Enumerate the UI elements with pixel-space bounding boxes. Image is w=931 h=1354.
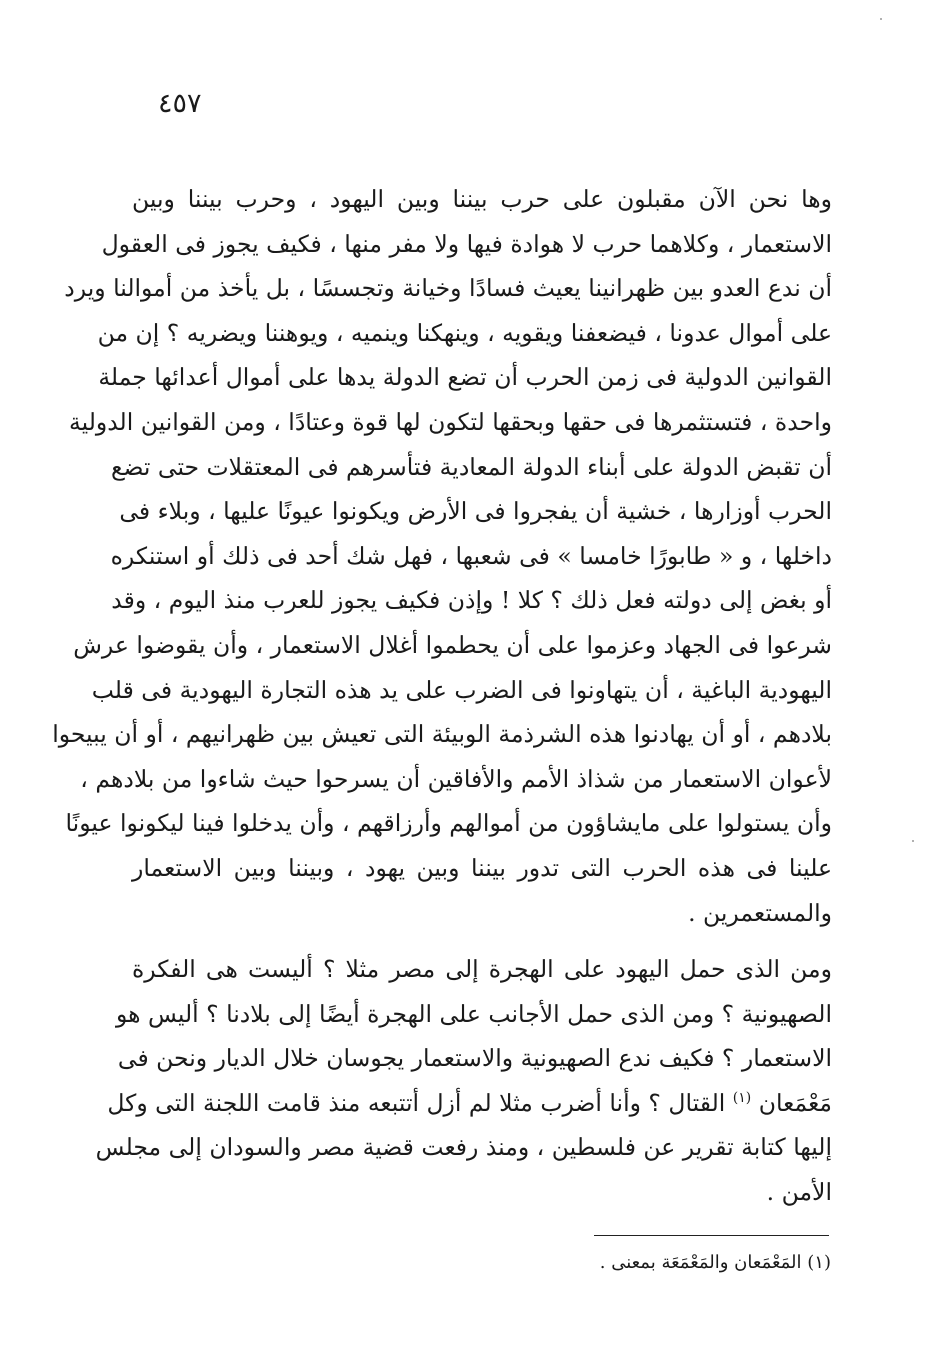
text-line: الاستعمار ، وكلاهما حرب لا هوادة فيها ولا مفر منها ، فكيف يجوز فى العقول	[101, 229, 832, 258]
text-line-with-footnote	[107, 1081, 832, 1126]
footnote-reference: (١)	[732, 1089, 752, 1106]
text-line: وأن يستولوا على مايشاؤون من أموالهم وأرزاقهم ، وأن يدخلوا فينا ليكونوا عيونًا	[65, 809, 832, 838]
text-line: القوانين الدولية فى زمن الحرب أن تضع الدولة يدها على أموال أعدائها جملة	[98, 363, 832, 392]
scan-speck	[912, 840, 914, 842]
text-line: إليها كتابة تقرير عن فلسطين ، ومنذ رفعت قضية مصر والسودان إلى مجلس	[95, 1133, 832, 1162]
text-line: أن تقبض الدولة على أبناء الدولة المعادية فتأسرهم فى المعتقلات حتى تضع	[110, 452, 832, 481]
text-line: أن ندع العدو بين ظهرانينا يعيث فسادًا وخيانة وتجسسًا ، بل يأخذ من أموالنا ويرد	[64, 274, 832, 303]
paragraph-2	[95, 947, 832, 1215]
footnote: (١) المَعْمَعان والمَعْمَعَة بمعنى .	[599, 1252, 831, 1273]
scan-speck	[880, 18, 882, 20]
page-number: ٤٥٧	[158, 88, 202, 119]
text-line: وها نحن الآن مقبلون على حرب بيننا وبين اليهود ، وحرب بيننا وبين	[132, 185, 832, 213]
text-line: ومن الذى حمل اليهود على الهجرة إلى مصر مثلا ؟ أليست هى الفكرة	[132, 955, 832, 983]
paragraph-1	[52, 177, 832, 935]
text-line: الأمن .	[766, 1177, 832, 1206]
text-line: الاستعمار ؟ فكيف ندع الصهيونية والاستعمار يجوسان خلال الديار ونحن فى	[117, 1044, 832, 1073]
text-segment: القتال ؟ وأنا أضرب مثلا لم أزل أتتبعه منذ قامت اللجنة التى وكل	[107, 1088, 726, 1117]
text-line: واحدة ، فتستثمرها فى حقها وبحقها لتكون لها قوة وعتادًا ، ومن القوانين الدولية	[69, 407, 832, 436]
text-line: أو بغض إلى دولته فعل ذلك ؟ كلا ! وإذن فكيف يجوز للعرب منذ اليوم ، وقد	[111, 586, 832, 615]
text-line: الحرب أوزارها ، خشية أن يفجروا فى الأرض ويكونوا عيونًا عليها ، وبلاء فى	[119, 497, 832, 526]
text-line: والمستعمرين .	[688, 898, 832, 927]
text-line: بلادهم ، أو أن يهادنوا هذه الشرذمة الوبيئة التى تعيش بين ظهرانيهم ، أو أن يبيحوا	[52, 720, 832, 749]
footnote-divider	[594, 1235, 829, 1236]
text-line: على أموال عدونا ، فيضعفنا ويقويه ، وينهكنا وينميه ، ويوهننا ويضريه ؟ إن من	[97, 318, 832, 347]
footnote-word: مَعْمَعان	[758, 1088, 832, 1117]
text-line: لأعوان الاستعمار من شذاذ الأمم والأفاقين أن يسرحوا حيث شاءوا من بلادهم ،	[80, 764, 832, 793]
text-line: داخلها ، و « طابورًا خامسا » فى شعبها ، فهل شك أحد فى ذلك أو استنكره	[110, 541, 832, 570]
text-line: شرعوا فى الجهاد وعزموا على أن يحطموا أغلال الاستعمار ، وأن يقوضوا عرش	[73, 630, 832, 659]
text-line: علينا فى هذه الحرب التى تدور بيننا وبين يهود ، وبيننا وبين الاستعمار	[132, 853, 832, 882]
text-line: اليهودية الباغية ، أن يتهاونوا فى الضرب على يد هذه التجارة اليهودية فى قلب	[91, 675, 832, 704]
text-line: الصهيونية ؟ ومن الذى حمل الأجانب على الهجرة أيضًا إلى بلادنا ؟ أليس هو	[115, 999, 832, 1028]
